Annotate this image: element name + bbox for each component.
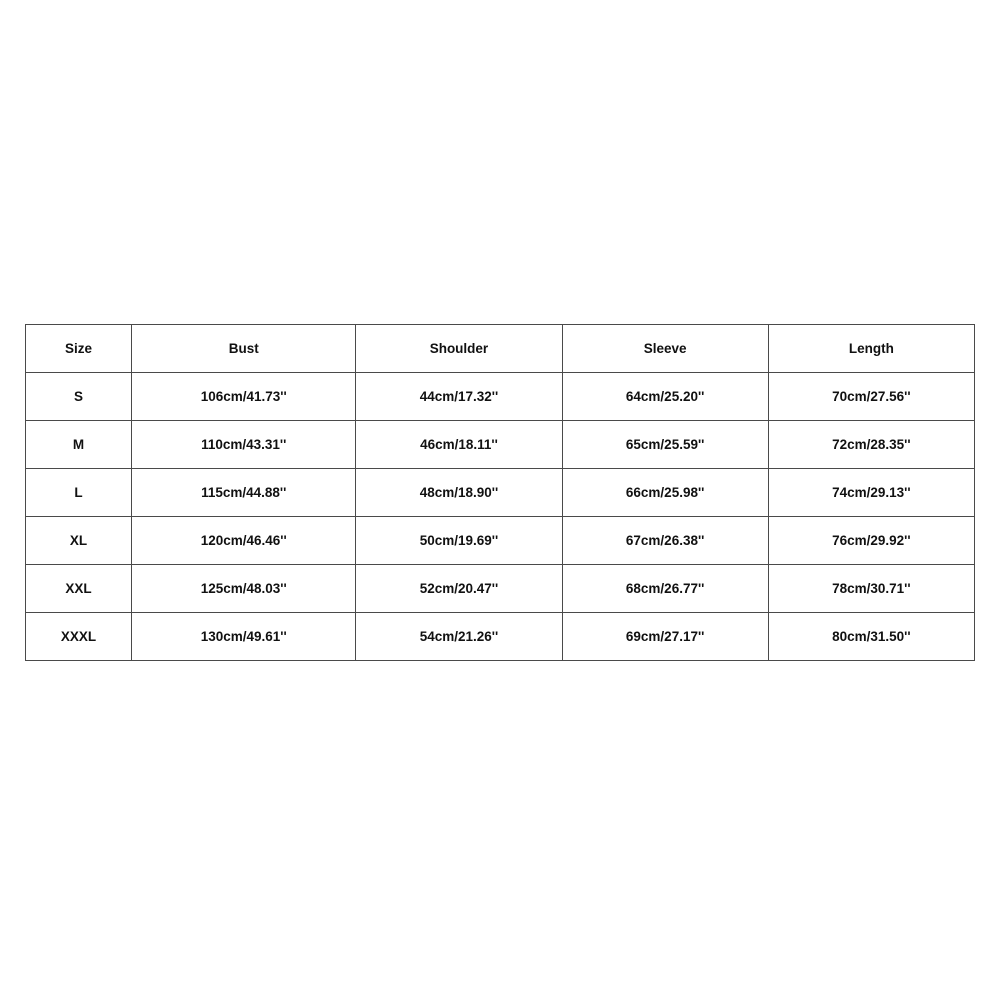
cell-length: 76cm/29.92'' [768, 517, 974, 565]
cell-sleeve: 68cm/26.77'' [562, 565, 768, 613]
cell-shoulder: 44cm/17.32'' [356, 373, 562, 421]
header-bust: Bust [132, 325, 356, 373]
cell-sleeve: 67cm/26.38'' [562, 517, 768, 565]
header-shoulder: Shoulder [356, 325, 562, 373]
cell-length: 70cm/27.56'' [768, 373, 974, 421]
size-chart-table [25, 324, 975, 661]
cell-size: XXL [26, 565, 132, 613]
cell-size: XL [26, 517, 132, 565]
cell-length: 80cm/31.50'' [768, 613, 974, 661]
table-row [26, 613, 975, 661]
table-row [26, 421, 975, 469]
cell-bust: 125cm/48.03'' [132, 565, 356, 613]
cell-sleeve: 64cm/25.20'' [562, 373, 768, 421]
header-length: Length [768, 325, 974, 373]
cell-sleeve: 66cm/25.98'' [562, 469, 768, 517]
table-row [26, 469, 975, 517]
cell-length: 78cm/30.71'' [768, 565, 974, 613]
table-row [26, 373, 975, 421]
cell-shoulder: 48cm/18.90'' [356, 469, 562, 517]
cell-size: XXXL [26, 613, 132, 661]
cell-shoulder: 50cm/19.69'' [356, 517, 562, 565]
header-row [26, 325, 975, 373]
cell-length: 72cm/28.35'' [768, 421, 974, 469]
cell-bust: 106cm/41.73'' [132, 373, 356, 421]
header-size: Size [26, 325, 132, 373]
table-row [26, 517, 975, 565]
cell-size: S [26, 373, 132, 421]
cell-shoulder: 46cm/18.11'' [356, 421, 562, 469]
cell-bust: 115cm/44.88'' [132, 469, 356, 517]
table-row [26, 565, 975, 613]
cell-sleeve: 65cm/25.59'' [562, 421, 768, 469]
cell-shoulder: 54cm/21.26'' [356, 613, 562, 661]
cell-size: L [26, 469, 132, 517]
cell-bust: 110cm/43.31'' [132, 421, 356, 469]
cell-bust: 120cm/46.46'' [132, 517, 356, 565]
cell-sleeve: 69cm/27.17'' [562, 613, 768, 661]
header-sleeve: Sleeve [562, 325, 768, 373]
cell-length: 74cm/29.13'' [768, 469, 974, 517]
cell-shoulder: 52cm/20.47'' [356, 565, 562, 613]
cell-bust: 130cm/49.61'' [132, 613, 356, 661]
cell-size: M [26, 421, 132, 469]
